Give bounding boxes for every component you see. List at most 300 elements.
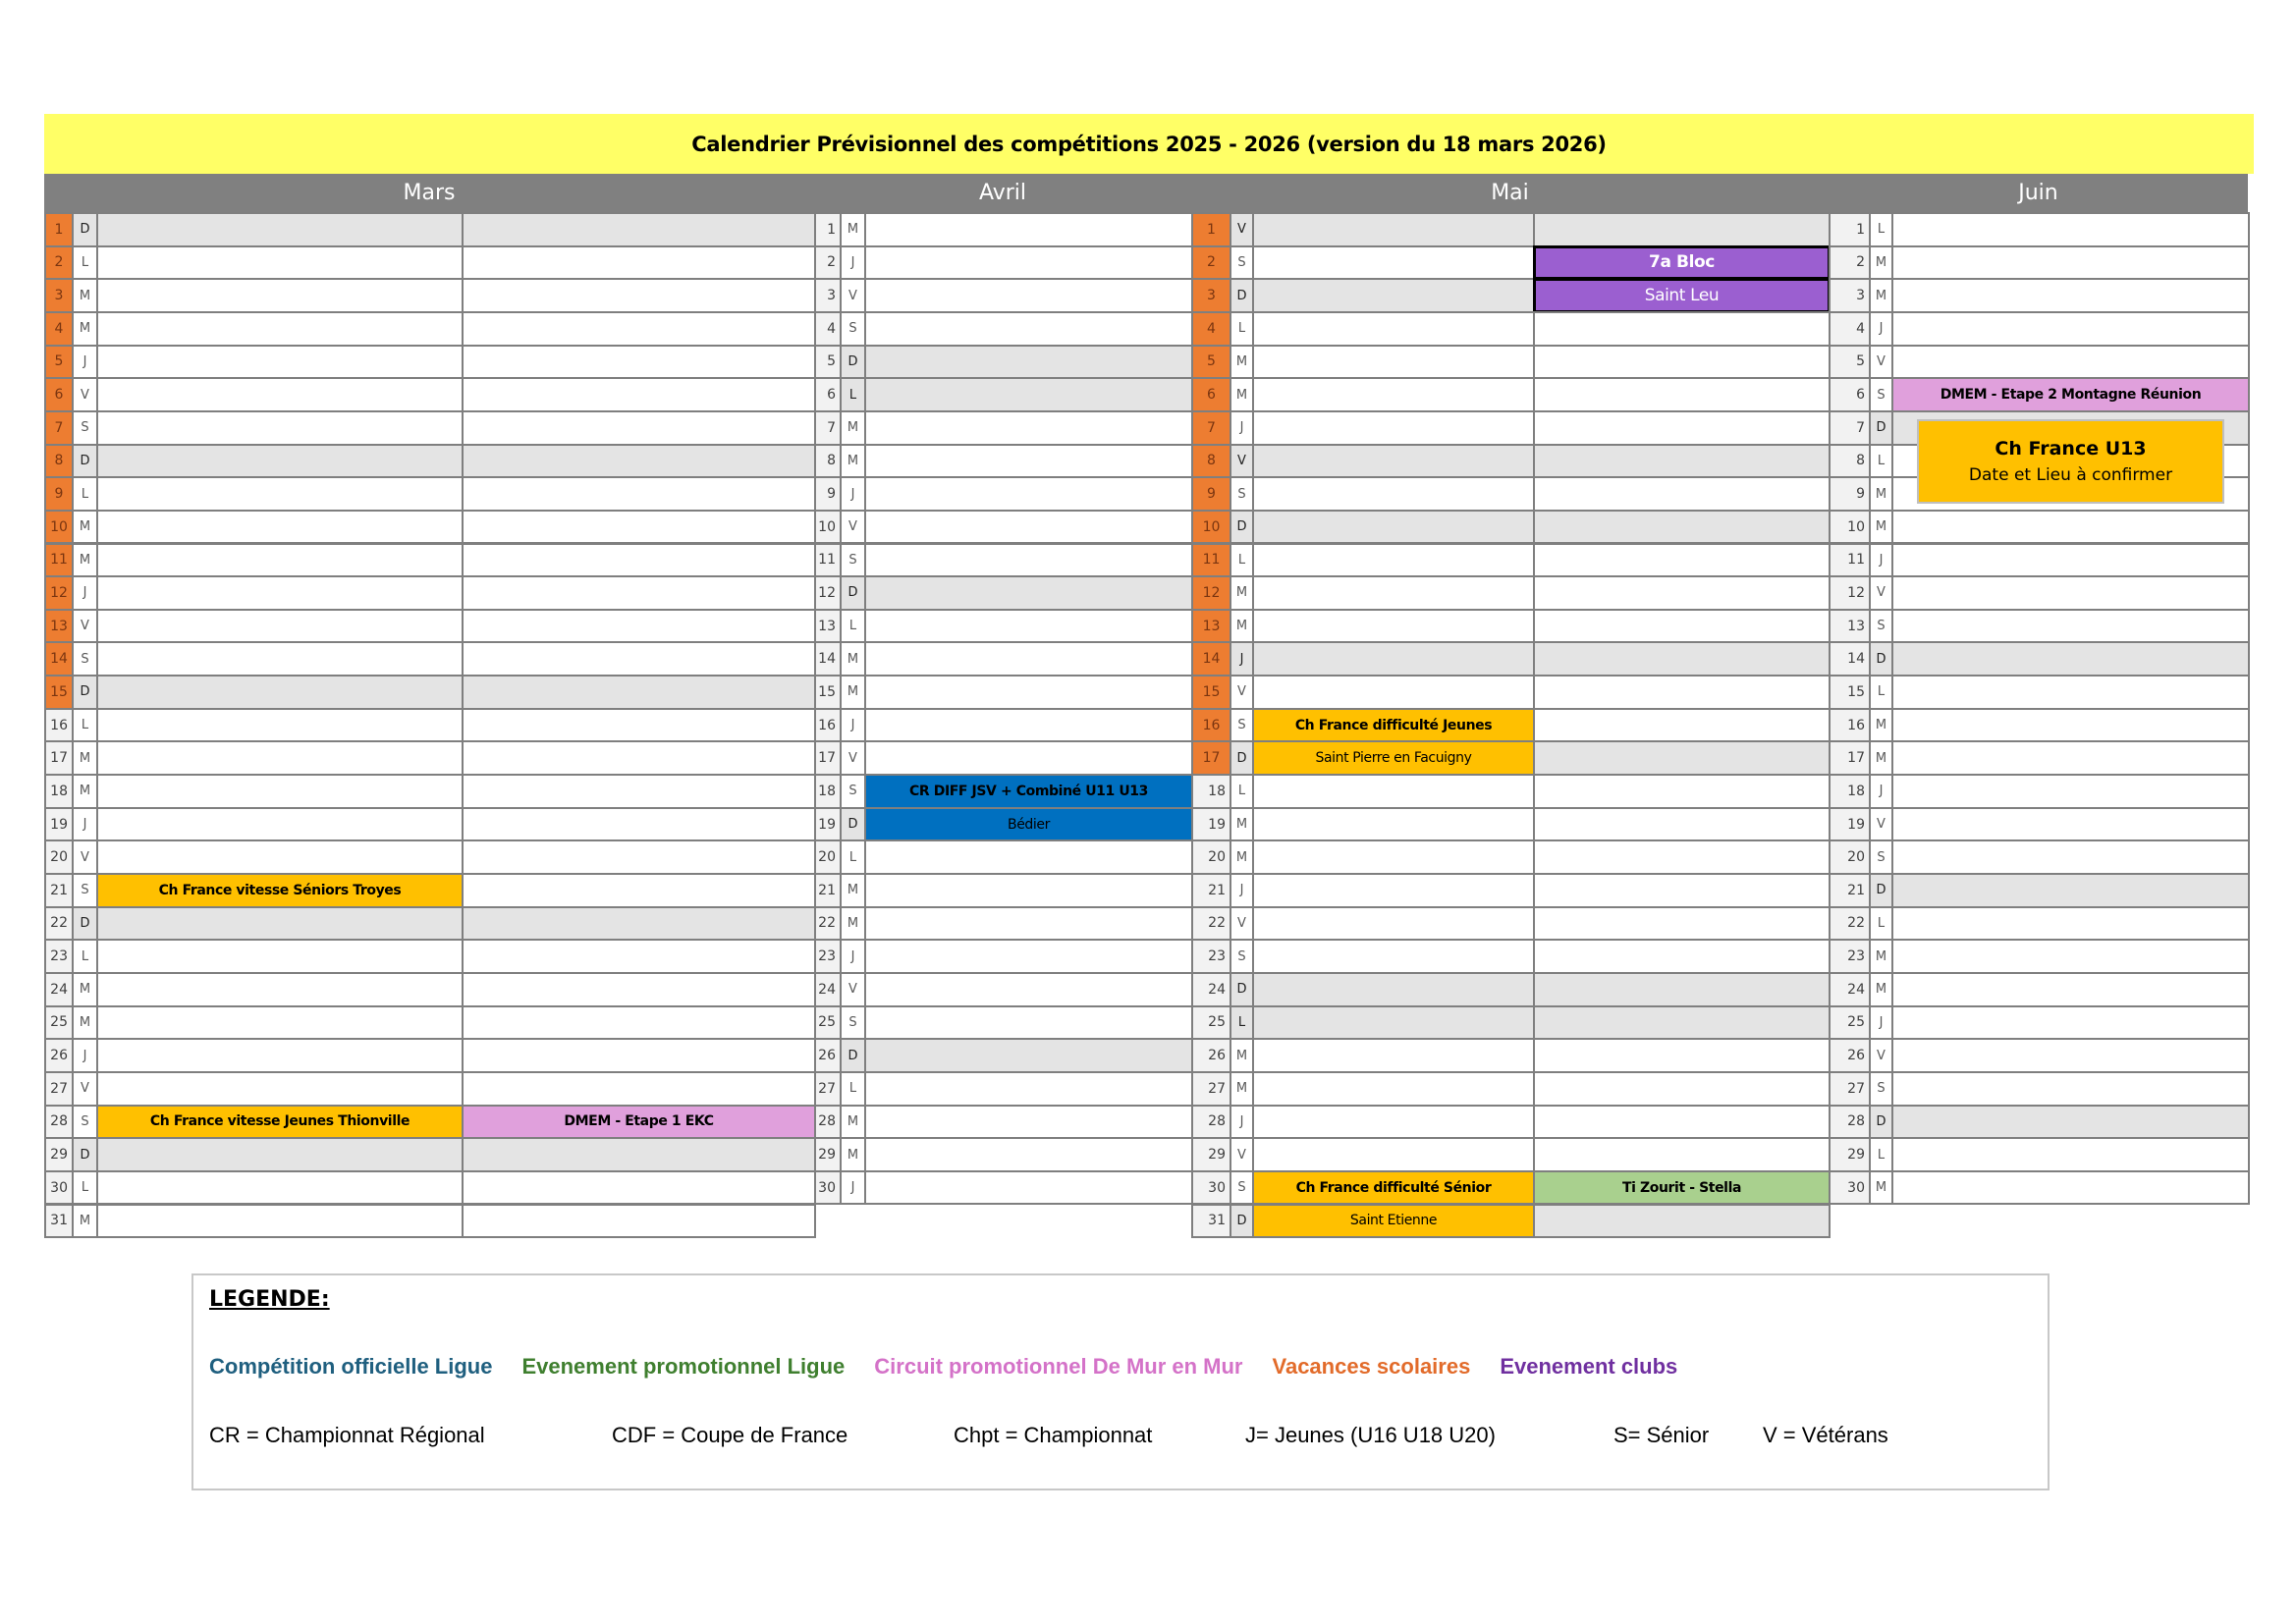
- day-number: 25: [1191, 1005, 1231, 1041]
- day-number: 22: [1829, 906, 1871, 942]
- event-cell[interactable]: [96, 345, 464, 380]
- event-cell[interactable]: [462, 1071, 816, 1107]
- day-of-week: V: [840, 972, 866, 1007]
- day-number: 7: [1191, 410, 1231, 446]
- day-number: 10: [1191, 510, 1231, 545]
- event-cell[interactable]: [1891, 1137, 2250, 1172]
- day-number: 6: [814, 377, 842, 412]
- legend-abbr-cdf: CDF = Coupe de France: [612, 1423, 848, 1447]
- event-cell[interactable]: [1252, 575, 1535, 611]
- event-cell[interactable]: [1891, 906, 2250, 942]
- event-cell[interactable]: [96, 839, 464, 875]
- day-of-week: D: [1230, 972, 1254, 1007]
- day-of-week: L: [840, 609, 866, 644]
- day-number: 24: [44, 972, 74, 1007]
- event-cell[interactable]: [96, 476, 464, 512]
- event-cell[interactable]: [1891, 543, 2250, 578]
- calendar-title: Calendrier Prévisionnel des compétitions 2025 - 2026 (version du 18 mars 2026): [691, 132, 1607, 156]
- event-cell[interactable]: [1252, 675, 1535, 710]
- day-of-week: M: [1869, 278, 1893, 313]
- event-cell[interactable]: [1891, 245, 2250, 281]
- event-cell[interactable]: [1891, 1005, 2250, 1041]
- event-cell[interactable]: [1891, 972, 2250, 1007]
- day-of-week: S: [1230, 476, 1254, 512]
- event-cell[interactable]: [1891, 939, 2250, 974]
- event-cell[interactable]: [1252, 807, 1535, 842]
- day-number: 9: [44, 476, 74, 512]
- day-number: 5: [1829, 345, 1871, 380]
- event-cell[interactable]: [1533, 609, 1831, 644]
- event-cell[interactable]: [1891, 774, 2250, 809]
- legend-abbr-cr: CR = Championnat Régional: [209, 1423, 485, 1447]
- day-of-week: S: [1230, 708, 1254, 743]
- event-cell[interactable]: [96, 708, 464, 743]
- day-of-week: D: [840, 1038, 866, 1073]
- event-cell[interactable]: [1533, 345, 1831, 380]
- day-number: 27: [44, 1071, 74, 1107]
- day-of-week: L: [840, 839, 866, 875]
- day-number: 13: [814, 609, 842, 644]
- event-cell[interactable]: [1891, 278, 2250, 313]
- day-number: 27: [1191, 1071, 1231, 1107]
- day-of-week: D: [1869, 873, 1893, 908]
- event-cell[interactable]: [864, 1137, 1193, 1172]
- event-cell[interactable]: [462, 311, 816, 347]
- day-of-week: M: [72, 278, 98, 313]
- event-cell[interactable]: [1891, 740, 2250, 776]
- event-cell[interactable]: [864, 377, 1193, 412]
- event-cell[interactable]: [96, 543, 464, 578]
- event-cell[interactable]: [462, 972, 816, 1007]
- day-of-week: V: [1230, 675, 1254, 710]
- day-of-week: D: [1230, 278, 1254, 313]
- event-cell[interactable]: [1533, 543, 1831, 578]
- event-cell[interactable]: [1252, 245, 1535, 281]
- day-of-week: L: [840, 377, 866, 412]
- event-cell[interactable]: [462, 245, 816, 281]
- event-competition-officielle[interactable]: [864, 774, 1193, 809]
- day-number: 13: [1191, 609, 1231, 644]
- day-of-week: M: [1230, 609, 1254, 644]
- event-cell[interactable]: [462, 1005, 816, 1041]
- event-cell[interactable]: [462, 1137, 816, 1172]
- day-number: 29: [1829, 1137, 1871, 1172]
- event-cell[interactable]: [1533, 1105, 1831, 1140]
- day-number: 5: [44, 345, 74, 380]
- event-cell[interactable]: [462, 873, 816, 908]
- day-number: 2: [1829, 245, 1871, 281]
- event-cell[interactable]: [96, 675, 464, 710]
- day-number: 3: [44, 278, 74, 313]
- event-cell[interactable]: [462, 278, 816, 313]
- event-cell[interactable]: [864, 708, 1193, 743]
- day-number: 1: [814, 212, 842, 247]
- event-cell[interactable]: [96, 1038, 464, 1073]
- event-circuit-de-mur-en-mur[interactable]: [1891, 377, 2250, 412]
- month-header-juin: Juin: [1829, 174, 2248, 212]
- event-cell[interactable]: [462, 345, 816, 380]
- event-cell[interactable]: [1891, 510, 2250, 545]
- month-header-mars: Mars: [44, 174, 814, 212]
- day-number: 28: [814, 1105, 842, 1140]
- event-label: Ti Zourit - Stella: [1621, 1179, 1742, 1196]
- day-number: 7: [44, 410, 74, 446]
- day-of-week: D: [1230, 740, 1254, 776]
- day-number: 11: [1191, 543, 1231, 578]
- event-cell[interactable]: [462, 510, 816, 545]
- day-of-week: M: [1230, 839, 1254, 875]
- day-number: 13: [1829, 609, 1871, 644]
- day-number: 8: [44, 444, 74, 479]
- day-of-week: J: [1230, 1105, 1254, 1140]
- ch-france-u13-title: Ch France U13: [1995, 438, 2147, 460]
- day-number: 12: [814, 575, 842, 611]
- event-cell[interactable]: [864, 345, 1193, 380]
- day-of-week: L: [1230, 311, 1254, 347]
- event-cell[interactable]: [1252, 345, 1535, 380]
- event-cell[interactable]: [462, 444, 816, 479]
- event-cell[interactable]: [96, 510, 464, 545]
- event-cell[interactable]: [462, 543, 816, 578]
- day-of-week: J: [1869, 1005, 1893, 1041]
- event-cell[interactable]: [96, 641, 464, 677]
- day-number: 5: [814, 345, 842, 380]
- event-cell[interactable]: [864, 972, 1193, 1007]
- event-circuit-de-mur-en-mur[interactable]: [462, 1105, 816, 1140]
- event-cell[interactable]: [462, 939, 816, 974]
- event-competition-officielle[interactable]: [864, 807, 1193, 842]
- event-cell[interactable]: [462, 212, 816, 247]
- event-cell[interactable]: [96, 444, 464, 479]
- event-cell[interactable]: [1533, 1038, 1831, 1073]
- day-number: 18: [1191, 774, 1231, 809]
- event-cell[interactable]: [96, 906, 464, 942]
- day-number: 6: [44, 377, 74, 412]
- day-of-week: V: [1230, 906, 1254, 942]
- event-cell[interactable]: [1533, 510, 1831, 545]
- event-cell[interactable]: [1533, 839, 1831, 875]
- event-cell[interactable]: [462, 641, 816, 677]
- event-cell[interactable]: [462, 377, 816, 412]
- event-cell[interactable]: [864, 839, 1193, 875]
- event-cell[interactable]: [864, 410, 1193, 446]
- day-of-week: J: [72, 575, 98, 611]
- event-cell[interactable]: [1252, 906, 1535, 942]
- day-number: 11: [1829, 543, 1871, 578]
- event-cell[interactable]: [462, 1204, 816, 1239]
- day-of-week: S: [1230, 245, 1254, 281]
- event-cell[interactable]: [96, 311, 464, 347]
- event-cell[interactable]: [462, 410, 816, 446]
- event-cell[interactable]: [1252, 774, 1535, 809]
- event-cell[interactable]: [1891, 609, 2250, 644]
- event-cell[interactable]: [462, 476, 816, 512]
- event-cell[interactable]: [864, 510, 1193, 545]
- event-cell[interactable]: [864, 543, 1193, 578]
- day-of-week: S: [1869, 839, 1893, 875]
- event-cell[interactable]: [864, 1105, 1193, 1140]
- event-cell[interactable]: [462, 906, 816, 942]
- event-cell[interactable]: [1533, 641, 1831, 677]
- ch-france-u13-box[interactable]: [1917, 419, 2224, 504]
- day-number: 16: [1191, 708, 1231, 743]
- day-number: 13: [44, 609, 74, 644]
- event-label: Ch France difficulté Sénior: [1295, 1179, 1492, 1196]
- event-cell[interactable]: [1533, 939, 1831, 974]
- event-evenement-clubs[interactable]: [1533, 245, 1831, 281]
- legend-abbr-veterans: V = Vétérans: [1763, 1423, 1888, 1447]
- event-cell[interactable]: [1533, 1137, 1831, 1172]
- event-cell[interactable]: [96, 1204, 464, 1239]
- day-of-week: M: [840, 444, 866, 479]
- event-cell[interactable]: [96, 1005, 464, 1041]
- event-cell[interactable]: [96, 575, 464, 611]
- day-of-week: M: [1230, 345, 1254, 380]
- event-cell[interactable]: [1891, 675, 2250, 710]
- event-cell[interactable]: [462, 609, 816, 644]
- day-of-week: L: [72, 708, 98, 743]
- event-cell[interactable]: [1533, 410, 1831, 446]
- day-number: 2: [814, 245, 842, 281]
- day-number: 7: [814, 410, 842, 446]
- event-cell[interactable]: [864, 740, 1193, 776]
- day-of-week: J: [840, 1170, 866, 1206]
- event-cell[interactable]: [864, 278, 1193, 313]
- event-cell[interactable]: [1533, 708, 1831, 743]
- event-cell[interactable]: [864, 1005, 1193, 1041]
- day-number: 19: [814, 807, 842, 842]
- day-of-week: D: [72, 444, 98, 479]
- day-number: 15: [814, 675, 842, 710]
- event-cell[interactable]: [864, 1071, 1193, 1107]
- event-cell[interactable]: [1252, 873, 1535, 908]
- event-cell[interactable]: [1252, 972, 1535, 1007]
- event-cell[interactable]: [1533, 377, 1831, 412]
- event-cell[interactable]: [1533, 807, 1831, 842]
- event-cell[interactable]: [96, 1170, 464, 1206]
- day-number: 26: [814, 1038, 842, 1073]
- event-cell[interactable]: [462, 740, 816, 776]
- event-cell[interactable]: [864, 675, 1193, 710]
- event-cell[interactable]: [1533, 675, 1831, 710]
- event-cell[interactable]: [1252, 1071, 1535, 1107]
- event-label: CR DIFF JSV + Combiné U11 U13: [909, 783, 1148, 799]
- event-cell[interactable]: [1891, 311, 2250, 347]
- event-cell[interactable]: [96, 212, 464, 247]
- event-chpt-france[interactable]: [96, 873, 464, 908]
- event-cell[interactable]: [96, 609, 464, 644]
- event-cell[interactable]: [864, 873, 1193, 908]
- event-cell[interactable]: [1252, 510, 1535, 545]
- event-cell[interactable]: [96, 245, 464, 281]
- event-cell[interactable]: [1891, 641, 2250, 677]
- day-of-week: L: [72, 1170, 98, 1206]
- event-cell[interactable]: [864, 212, 1193, 247]
- event-label: Saint Etienne: [1349, 1213, 1438, 1229]
- event-cell[interactable]: [96, 1071, 464, 1107]
- event-cell[interactable]: [1533, 212, 1831, 247]
- event-cell[interactable]: [864, 245, 1193, 281]
- day-number: 26: [44, 1038, 74, 1073]
- day-of-week: L: [1230, 543, 1254, 578]
- event-label: DMEM - Etape 1 EKC: [564, 1113, 714, 1130]
- event-cell[interactable]: [1252, 444, 1535, 479]
- event-chpt-france[interactable]: [96, 1105, 464, 1140]
- day-number: 18: [1829, 774, 1871, 809]
- event-cell[interactable]: [96, 939, 464, 974]
- day-number: 23: [1191, 939, 1231, 974]
- day-of-week: L: [1869, 444, 1893, 479]
- day-of-week: J: [1869, 543, 1893, 578]
- event-cell[interactable]: [1891, 807, 2250, 842]
- event-cell[interactable]: [96, 278, 464, 313]
- event-cell[interactable]: [1533, 972, 1831, 1007]
- event-cell[interactable]: [96, 1137, 464, 1172]
- day-number: 15: [44, 675, 74, 710]
- event-cell[interactable]: [1252, 377, 1535, 412]
- day-of-week: D: [840, 807, 866, 842]
- day-of-week: V: [72, 609, 98, 644]
- day-number: 8: [1829, 444, 1871, 479]
- event-cell[interactable]: [462, 575, 816, 611]
- event-cell[interactable]: [864, 476, 1193, 512]
- legend-abbr-senior: S= Sénior: [1613, 1423, 1710, 1447]
- day-of-week: S: [840, 311, 866, 347]
- event-cell[interactable]: [462, 675, 816, 710]
- day-of-week: M: [1230, 377, 1254, 412]
- legend-cat-vacances-scolaires: Vacances scolaires: [1272, 1354, 1471, 1379]
- day-number: 1: [1191, 212, 1231, 247]
- event-cell[interactable]: [1891, 1170, 2250, 1206]
- event-cell[interactable]: [1891, 1038, 2250, 1073]
- event-cell[interactable]: [1533, 1005, 1831, 1041]
- day-of-week: S: [72, 641, 98, 677]
- day-number: 20: [814, 839, 842, 875]
- event-cell[interactable]: [96, 972, 464, 1007]
- event-chpt-france[interactable]: [1252, 1170, 1535, 1206]
- event-cell[interactable]: [1533, 873, 1831, 908]
- event-cell[interactable]: [864, 311, 1193, 347]
- day-number: 8: [814, 444, 842, 479]
- event-cell[interactable]: [1252, 278, 1535, 313]
- event-cell[interactable]: [1891, 212, 2250, 247]
- legend-cat-competition-officielle: Compétition officielle Ligue: [209, 1354, 493, 1379]
- day-of-week: M: [1230, 1038, 1254, 1073]
- event-cell[interactable]: [1252, 641, 1535, 677]
- day-of-week: L: [72, 939, 98, 974]
- event-cell[interactable]: [1252, 476, 1535, 512]
- event-cell[interactable]: [1533, 1204, 1831, 1239]
- day-number: 26: [1191, 1038, 1231, 1073]
- event-cell[interactable]: [1252, 212, 1535, 247]
- event-cell[interactable]: [1252, 1005, 1535, 1041]
- day-of-week: V: [1869, 1038, 1893, 1073]
- event-cell[interactable]: [1252, 939, 1535, 974]
- event-cell[interactable]: [1252, 1105, 1535, 1140]
- event-cell[interactable]: [1252, 609, 1535, 644]
- day-number: 19: [44, 807, 74, 842]
- day-number: 24: [1829, 972, 1871, 1007]
- event-cell[interactable]: [864, 575, 1193, 611]
- event-cell[interactable]: [1533, 311, 1831, 347]
- event-chpt-france[interactable]: [1252, 740, 1535, 776]
- event-cell[interactable]: [1252, 410, 1535, 446]
- event-cell[interactable]: [462, 774, 816, 809]
- event-cell[interactable]: [1252, 839, 1535, 875]
- event-cell[interactable]: [1252, 543, 1535, 578]
- event-cell[interactable]: [1891, 873, 2250, 908]
- event-cell[interactable]: [1533, 1071, 1831, 1107]
- day-of-week: J: [72, 1038, 98, 1073]
- event-cell[interactable]: [96, 377, 464, 412]
- day-of-week: V: [72, 1071, 98, 1107]
- event-cell[interactable]: [1891, 708, 2250, 743]
- event-cell[interactable]: [1891, 1105, 2250, 1140]
- day-number: 30: [1829, 1170, 1871, 1206]
- event-cell[interactable]: [1891, 575, 2250, 611]
- event-cell[interactable]: [1533, 740, 1831, 776]
- day-of-week: M: [1869, 939, 1893, 974]
- event-cell[interactable]: [1891, 1071, 2250, 1107]
- day-of-week: M: [1230, 807, 1254, 842]
- event-cell[interactable]: [462, 1038, 816, 1073]
- event-cell[interactable]: [1252, 1137, 1535, 1172]
- day-of-week: D: [72, 906, 98, 942]
- event-evenement-clubs[interactable]: [1533, 278, 1831, 313]
- month-header-avril: Avril: [814, 174, 1191, 212]
- day-of-week: L: [72, 476, 98, 512]
- event-cell[interactable]: [462, 1170, 816, 1206]
- day-number: 12: [1829, 575, 1871, 611]
- event-cell[interactable]: [462, 839, 816, 875]
- event-evenement-promotionnel[interactable]: [1533, 1170, 1831, 1206]
- event-cell[interactable]: [864, 1170, 1193, 1206]
- event-chpt-france[interactable]: [1252, 708, 1535, 743]
- event-cell[interactable]: [864, 939, 1193, 974]
- event-cell[interactable]: [96, 774, 464, 809]
- event-cell[interactable]: [1891, 839, 2250, 875]
- event-chpt-france[interactable]: [1252, 1204, 1535, 1239]
- event-cell[interactable]: [96, 740, 464, 776]
- event-cell[interactable]: [1533, 774, 1831, 809]
- day-number: 25: [44, 1005, 74, 1041]
- event-cell[interactable]: [1891, 345, 2250, 380]
- event-cell[interactable]: [1252, 311, 1535, 347]
- event-cell[interactable]: [96, 410, 464, 446]
- event-cell[interactable]: [864, 609, 1193, 644]
- day-of-week: D: [72, 675, 98, 710]
- event-cell[interactable]: [462, 807, 816, 842]
- event-cell[interactable]: [1533, 444, 1831, 479]
- event-cell[interactable]: [864, 906, 1193, 942]
- day-of-week: M: [840, 641, 866, 677]
- event-cell[interactable]: [1533, 476, 1831, 512]
- day-number: 15: [1829, 675, 1871, 710]
- day-of-week: V: [72, 839, 98, 875]
- event-cell[interactable]: [96, 807, 464, 842]
- day-number: 21: [44, 873, 74, 908]
- event-cell[interactable]: [864, 444, 1193, 479]
- day-number: 3: [814, 278, 842, 313]
- event-cell[interactable]: [864, 641, 1193, 677]
- day-number: 10: [1829, 510, 1871, 545]
- event-cell[interactable]: [462, 708, 816, 743]
- event-cell[interactable]: [1252, 1038, 1535, 1073]
- event-cell[interactable]: [1533, 575, 1831, 611]
- event-cell[interactable]: [1533, 906, 1831, 942]
- event-cell[interactable]: [864, 1038, 1193, 1073]
- day-number: 17: [44, 740, 74, 776]
